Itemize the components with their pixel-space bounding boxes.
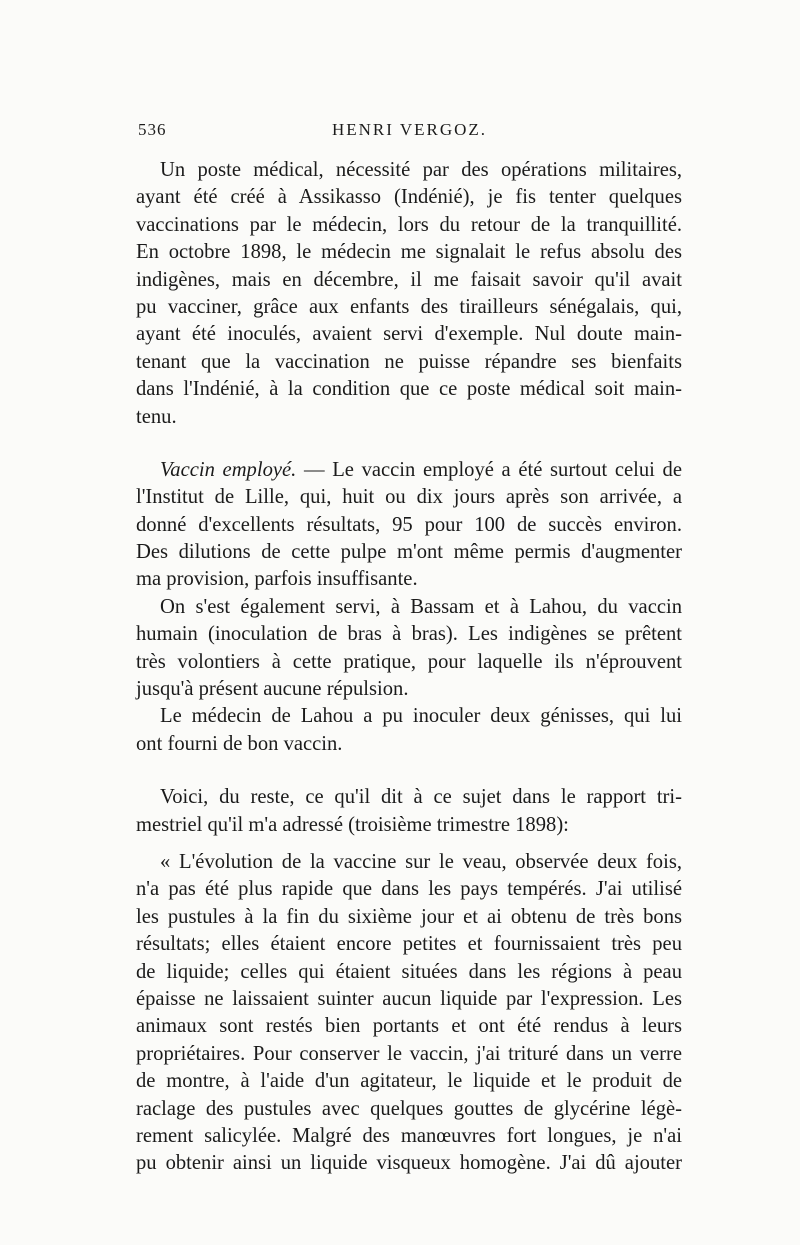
text-line: tenu. [136, 405, 177, 428]
text-line: tenant que la vaccination ne puisse répandre ses bienfaits [136, 350, 682, 373]
text-line: mestriel qu'il m'a adressé (troisième trimestre 1898): [136, 813, 569, 836]
text-line: ayant été inoculés, avaient servi d'exemple. Nul doute main- [136, 323, 682, 346]
text-line: propriétaires. Pour conserver le vaccin, j'ai trituré dans un verre [136, 1042, 682, 1065]
text-line: En octobre 1898, le médecin me signalait le refus absolu des [136, 241, 682, 264]
text-line: jusqu'à présent aucune répulsion. [136, 678, 409, 701]
text-line: Le médecin de Lahou a pu inoculer deux génisses, qui lui [160, 705, 682, 728]
text-line: l'Institut de Lille, qui, huit ou dix jours après son arrivée, a [136, 486, 682, 509]
text-line: animaux sont restés bien portants et ont été rendus à leurs [136, 1015, 682, 1038]
text-line: dans l'Indénié, à la condition que ce poste médical soit main- [136, 378, 682, 401]
text-line: « L'évolution de la vaccine sur le veau, observée deux fois, [160, 850, 682, 873]
paragraph [136, 784, 682, 839]
text-line: Un poste médical, nécessité par des opérations militaires, [160, 159, 682, 181]
text-line: indigènes, mais en décembre, il me faisait savoir qu'il avait [136, 268, 682, 291]
running-head [138, 120, 681, 144]
text-line: vaccinations par le médecin, lors du retour de la tranquillité. [136, 213, 682, 236]
quotation [136, 849, 682, 1178]
text-line: résultats; elles étaient encore petites et fournissaient très peu [136, 933, 682, 956]
text-line: les pustules à la fin du sixième jour et ai obtenu de très bons [136, 905, 682, 928]
text-line: de liquide; celles qui étaient situées dans les régions à peau [136, 960, 682, 983]
text-line: donné d'excellents résultats, 95 pour 100 de succès environ. [136, 513, 682, 536]
text-line: humain (inoculation de bras à bras). Les indigènes se prêtent [136, 623, 682, 646]
text-line: de montre, à l'aide d'un agitateur, le liquide et le produit de [136, 1070, 682, 1093]
text-line: pu vacciner, grâce aux enfants des tirailleurs sénégalais, qui, [136, 295, 682, 318]
running-title: HENRI VERGOZ. [331, 120, 488, 139]
text-segment: — Le vaccin employé a été surtout celui de [303, 458, 682, 481]
text-line: raclage des pustules avec quelques gouttes de glycérine légè- [136, 1097, 682, 1120]
text-line: pu obtenir ainsi un liquide visqueux homogène. J'ai dû ajouter [136, 1152, 682, 1175]
text-line: Des dilutions de cette pulpe m'ont même permis d'augmenter [136, 541, 682, 564]
text-line: ma provision, parfois insuffisante. [136, 568, 418, 591]
body-text [136, 157, 682, 1178]
paragraph [136, 703, 682, 758]
text-line: épaisse ne laissaient suinter aucun liquide par l'expression. Les [136, 987, 682, 1010]
paragraph [136, 594, 682, 704]
text-line: rement salicylée. Malgré des manœuvres fort longues, je n'ai [136, 1124, 682, 1147]
page-number: 536 [138, 120, 167, 139]
text-line: On s'est également servi, à Bassam et à Lahou, du vaccin [160, 595, 682, 618]
text-line: Voici, du reste, ce qu'il dit à ce sujet dans le rapport tri- [160, 786, 682, 809]
text-line [136, 457, 682, 484]
paragraph [136, 457, 682, 594]
text-line: ayant été créé à Assikasso (Indénié), je fis tenter quelques [136, 186, 682, 209]
section-heading: Vaccin employé. [160, 458, 297, 481]
paragraph [136, 157, 682, 431]
text-line: n'a pas été plus rapide que dans les pays tempérés. J'ai utilisé [136, 878, 682, 901]
text-line: ont fourni de bon vaccin. [136, 732, 343, 755]
text-line: très volontiers à cette pratique, pour laquelle ils n'éprouvent [136, 650, 682, 673]
